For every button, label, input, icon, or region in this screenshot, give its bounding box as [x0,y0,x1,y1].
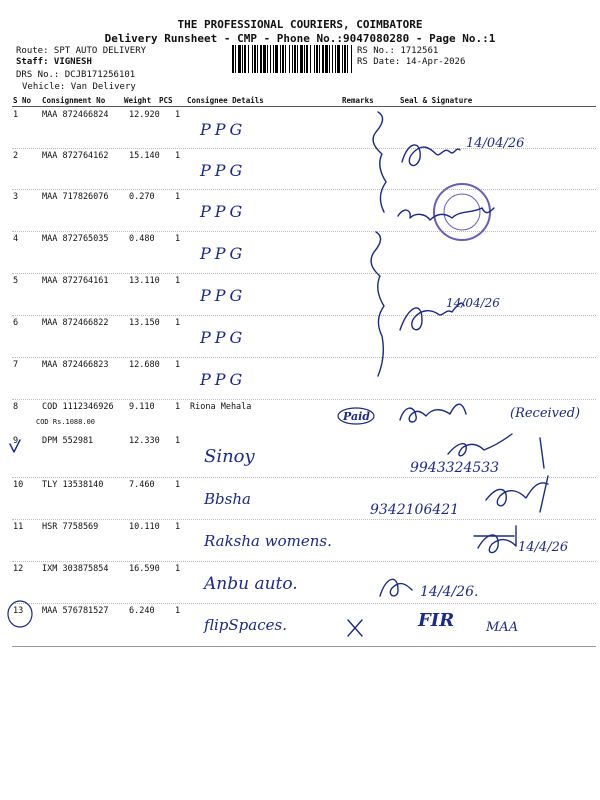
row-pcs: 1 [175,234,181,244]
row-consignee-handwritten: Sinoy [204,446,255,467]
row-weight: 6.240 [129,606,155,616]
row-weight: 15.140 [129,151,160,161]
row-pcs: 1 [175,151,181,161]
row-pcs: 1 [175,436,181,446]
row-consignee-handwritten: Raksha womens. [204,532,332,550]
received-mark: (Received) [510,406,581,421]
row-weight: 12.330 [129,436,160,446]
row-pcs: 1 [175,360,181,370]
row-weight: 13.150 [129,318,160,328]
row-pcs: 1 [175,480,181,490]
row-pcs: 1 [175,192,181,202]
document-title: THE PROFESSIONAL COURIERS, COIMBATORE [177,18,423,31]
brace-mark [371,232,384,376]
signature-mark [400,404,466,422]
row-consignment: MAA 872764161 [42,276,109,286]
row-consignee-handwritten: PPG [200,120,247,139]
col-consignment: Consignment No [42,96,106,105]
circle-mark [8,601,32,627]
row-consignee-handwritten: Bbsha [204,490,251,508]
row-consignee-handwritten: PPG [200,244,247,263]
row-weight: 12.920 [129,110,160,120]
row-weight: 10.110 [129,522,160,532]
col-pcs: PCS [159,96,173,105]
row-consignee: Riona Mehala [190,402,252,412]
row-consignment: COD 1112346926 [42,402,114,412]
handwritten-phone: 9342106421 [370,502,460,518]
signature-mark [486,476,548,512]
row-weight: 0.270 [129,192,155,202]
handwritten-date: 14/4/26 [518,540,569,555]
row-weight: 13.110 [129,276,160,286]
row-sno: 6 [13,318,19,328]
signature-mark [380,579,412,596]
row-sno: 10 [13,480,24,490]
row-pcs: 1 [175,276,181,286]
row-consignee-handwritten: PPG [200,202,247,221]
brace-mark [373,112,386,212]
row-consignee-handwritten: PPG [200,370,247,389]
row-consignee-handwritten: flipSpaces. [204,616,287,634]
col-sno: S No [13,96,32,105]
row-sno: 1 [13,110,19,120]
row-sno: 13 [13,606,24,616]
row-sno: 9 [13,436,19,446]
rs-date: RS Date: 14-Apr-2026 [357,57,466,67]
row-sno: 2 [13,151,19,161]
row-pcs: 1 [175,606,181,616]
row-sno: 4 [13,234,19,244]
rs-number: RS No.: 1712561 [357,46,439,56]
col-consignee: Consignee Details [187,96,264,105]
row-weight: 9.110 [129,402,155,412]
drs-label: DRS No.: DCJB171256101 [16,70,136,80]
row-weight: 7.460 [129,480,155,490]
row-sno: 7 [13,360,19,370]
row-pcs: 1 [175,318,181,328]
row-sno: 11 [13,522,24,532]
row-sno: 5 [13,276,19,286]
row-consignment: MAA 872466822 [42,318,109,328]
row-sno: 12 [13,564,24,574]
seal-stamp [434,184,490,240]
x-mark [348,620,362,636]
row-consignment: MAA 872764162 [42,151,109,161]
row-weight: 0.480 [129,234,155,244]
row-consignee-handwritten: PPG [200,161,247,180]
row-consignment: MAA 872466824 [42,110,109,120]
row-consignment: HSR 7758569 [42,522,99,532]
row-consignment: MAA 576781527 [42,606,109,616]
col-weight: Weight [124,96,152,105]
handwritten-date: 14/04/26 [446,296,500,310]
tick-mark [10,440,20,452]
row-consignment: DPM 552981 [42,436,94,446]
handwritten-date: 14/4/26. [420,584,479,600]
row-consignment: MAA 872466823 [42,360,109,370]
row-consignment: MAA 717826076 [42,192,109,202]
handwritten-signature: FIR [418,610,455,631]
row-consignment: TLY 13538140 [42,480,104,490]
handwritten-date: 14/04/26 [466,136,525,151]
row-consignment: MAA 872765035 [42,234,109,244]
row-pcs: 1 [175,402,181,412]
signature-mark [402,145,460,166]
col-remarks: Remarks [342,96,374,105]
signature-mark [474,526,516,553]
row-consignment: IXM 303875854 [42,564,109,574]
row-pcs: 1 [175,110,181,120]
row-consignee-handwritten: PPG [200,328,247,347]
route-label: Route: SPT AUTO DELIVERY [16,46,147,56]
row-pcs: 1 [175,522,181,532]
row-sno: 8 [13,402,19,412]
row-pcs: 1 [175,564,181,574]
row-sno: 3 [13,192,19,202]
staff-label: Staff: VIGNESH [16,57,92,67]
vehicle-label: Vehicle: Van Delivery [22,82,136,92]
col-seal-signature: Seal & Signature [400,96,473,105]
handwritten-note: MAA [486,620,519,635]
handwritten-phone: 9943324533 [410,460,500,476]
cod-amount: COD Rs.1088.00 [36,418,96,426]
row-consignee-handwritten: Anbu auto. [204,574,298,594]
document-subtitle: Delivery Runsheet - CMP - Phone No.:9047080280 - Page No.:1 [104,32,496,45]
paid-mark: Paid [343,410,370,423]
row-weight: 12.680 [129,360,160,370]
row-consignee-handwritten: PPG [200,286,247,305]
row-weight: 16.590 [129,564,160,574]
